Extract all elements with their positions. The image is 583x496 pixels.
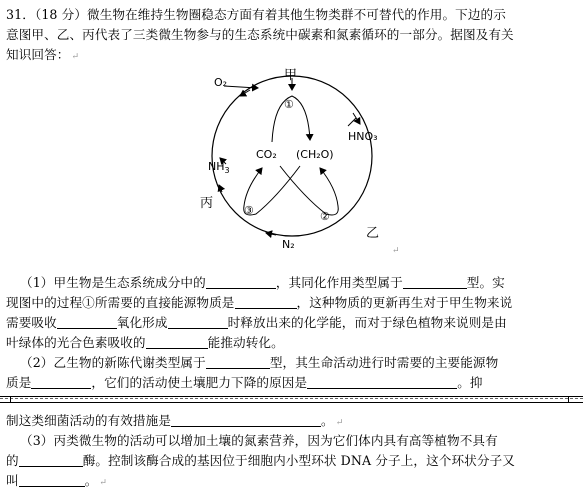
return-mark-icon: ↵	[335, 418, 344, 428]
part1-line-2	[6, 292, 512, 311]
n2-label: N₂	[282, 238, 295, 251]
part2-text: 型，其生命活动进行时需要的主要能源物	[269, 355, 499, 370]
part2-text: 。	[321, 413, 334, 428]
part2-line-3	[6, 410, 343, 429]
answer-blank[interactable]	[19, 474, 85, 487]
part1-text: ，这种物质的更新再生对于甲生物来说	[296, 295, 513, 310]
part1-line-4	[6, 332, 284, 351]
answer-blank[interactable]	[168, 316, 228, 329]
answer-blank[interactable]	[235, 296, 297, 309]
bing-label: 丙	[200, 196, 214, 211]
answer-blank[interactable]	[206, 356, 270, 369]
process-1-marker: ①	[284, 98, 294, 111]
part3-text: 。	[84, 473, 98, 488]
answer-blank[interactable]	[307, 376, 457, 389]
part2-text: （2）乙生物的新陈代谢类型属于	[20, 355, 206, 370]
part2-text: 。抑	[457, 375, 483, 390]
part1-text: 能推动转化。	[207, 335, 284, 350]
question-text: 意图甲、乙、丙代表了三类微生物参与的生态系统中碳素和氮素循环的一部分。据图及有关	[6, 27, 514, 42]
part2-text: ，它们的活动使土壤肥力下降的原因是	[91, 375, 308, 390]
part2-line-1	[20, 352, 498, 371]
question-text: 知识回答：	[6, 47, 70, 62]
return-mark-icon: ↵	[71, 52, 80, 62]
part1-text: 需要吸收	[6, 315, 57, 330]
question-text: 31．（18 分）微生物在维持生物圈稳态方面有着其他生物类群不可替代的作用。下边的示	[6, 7, 506, 22]
part1-text: 时释放出来的化学能，而对于绿色植物来说则是由	[227, 315, 507, 330]
part1-text: 现图中的过程①所需要的直接能源物质是	[6, 295, 235, 310]
page-corner-mark	[10, 396, 17, 402]
o2-label: O₂	[214, 76, 228, 89]
process-2-marker: ②	[320, 210, 330, 223]
part1-text: （1）甲生物是生态系统成分中的	[20, 275, 206, 290]
part3-line-1	[20, 430, 498, 449]
part2-text: 制这类细菌活动的有效措施是	[6, 413, 172, 428]
return-mark-icon: ↵	[392, 246, 400, 256]
page-corner-mark	[568, 396, 575, 402]
part3-line-2	[6, 450, 515, 469]
part1-line-1	[20, 272, 505, 291]
arrow-icon	[353, 113, 360, 124]
hno3-connector	[348, 118, 356, 126]
part2-text: 质是	[6, 375, 32, 390]
part1-text: 型。实	[466, 275, 505, 290]
answer-blank[interactable]	[19, 454, 83, 467]
part3-text: 的	[6, 453, 19, 468]
part1-line-3	[6, 312, 507, 331]
part1-text: 叶绿体的光合色素吸收的	[6, 335, 146, 350]
part3-text: （3）丙类微生物的活动可以增加土壤的氮素营养，因为它们体内具有高等植物不具有	[20, 433, 498, 448]
nitrogen-carbon-cycle-diagram	[180, 68, 400, 258]
answer-blank[interactable]	[31, 376, 91, 389]
question-intro-line-1	[6, 4, 506, 23]
question-intro-line-3	[6, 44, 79, 63]
page-break-dashed-line	[0, 398, 583, 399]
part3-text: 叫	[6, 473, 19, 488]
hno3-label: HNO₃	[348, 130, 378, 143]
nh3-label: $NH_3$	[208, 160, 230, 176]
answer-blank[interactable]	[171, 414, 321, 427]
answer-blank[interactable]	[403, 276, 467, 289]
jia-label: 甲	[284, 68, 298, 83]
answer-blank[interactable]	[206, 276, 276, 289]
part1-text: ，其同化作用类型属于	[275, 275, 403, 290]
return-mark-icon: ↵	[99, 478, 108, 488]
question-intro-line-2	[6, 24, 514, 43]
part3-line-3	[6, 470, 107, 489]
co2-label: CO₂	[256, 148, 277, 161]
part1-text: 氧化形成	[116, 315, 168, 330]
part2-line-2	[6, 372, 483, 391]
process2-arrow-icon	[280, 166, 338, 215]
process-3-marker: ③	[244, 204, 254, 217]
yi-label: 乙	[366, 226, 380, 241]
answer-blank[interactable]	[146, 336, 208, 349]
part3-text: 酶。控制该酶合成的基因位于细胞内小型环状 DNA 分子上，这个环状分子又	[82, 453, 515, 468]
ch2o-label: (CH₂O)	[296, 148, 334, 161]
answer-blank[interactable]	[57, 316, 117, 329]
